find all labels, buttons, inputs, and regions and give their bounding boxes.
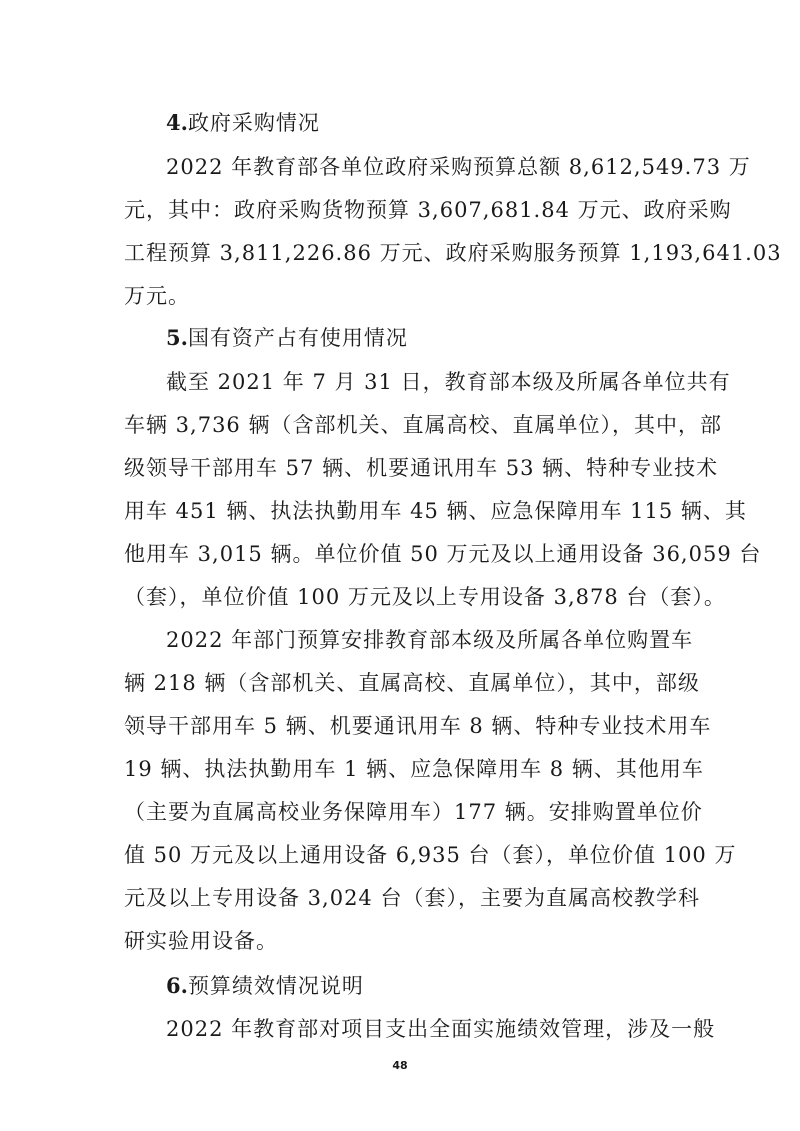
section-number: 4. <box>166 110 188 135</box>
section-number: 6. <box>166 973 188 998</box>
section-number: 5. <box>166 325 188 350</box>
paragraph-line: 2022 年教育部各单位政府采购预算总额 8,612,549.73 万 <box>166 155 751 179</box>
paragraph-line: 他用车 3,015 辆。单位价值 50 万元及以上通用设备 36,059 台 <box>124 542 762 566</box>
paragraph-line: 值 50 万元及以上通用设备 6,935 台（套），单位价值 100 万 <box>124 843 737 867</box>
section-title: 预算绩效情况说明 <box>187 974 364 998</box>
page-number: 48 <box>392 1059 408 1072</box>
paragraph-line: （主要为直属高校业务保障用车）177 辆。安排购置单位价 <box>124 800 703 824</box>
paragraph-line: 万元。 <box>124 284 190 308</box>
section-heading-5 <box>166 326 408 350</box>
paragraph-line: （套），单位价值 100 万元及以上专用设备 3,878 台（套）。 <box>124 585 726 609</box>
paragraph-line: 截至 2021 年 7 月 31 日，教育部本级及所属各单位共有 <box>166 370 731 394</box>
section-title: 国有资产占有使用情况 <box>187 326 408 350</box>
paragraph-line: 车辆 3,736 辆（含部机关、直属高校、直属单位），其中，部 <box>124 413 722 437</box>
paragraph-line: 2022 年教育部对项目支出全面实施绩效管理，涉及一般 <box>166 1017 716 1041</box>
paragraph-line: 2022 年部门预算安排教育部本级及所属各单位购置车 <box>166 628 694 652</box>
paragraph-line: 元及以上专用设备 3,024 台（套），主要为直属高校教学科 <box>124 886 700 910</box>
paragraph-line: 元，其中：政府采购货物预算 3,607,681.84 万元、政府采购 <box>124 198 732 222</box>
paragraph-line: 领导干部用车 5 辆、机要通讯用车 8 辆、特种专业技术用车 <box>124 714 712 738</box>
section-heading-6 <box>166 974 364 998</box>
paragraph-line: 研实验用设备。 <box>124 929 278 953</box>
paragraph-line: 19 辆、执法执勤用车 1 辆、应急保障用车 8 辆、其他用车 <box>124 757 704 781</box>
paragraph-line: 级领导干部用车 57 辆、机要通讯用车 53 辆、特种专业技术 <box>124 456 719 480</box>
paragraph-line: 工程预算 3,811,226.86 万元、政府采购服务预算 1,193,641.03 <box>124 241 782 265</box>
paragraph-line: 用车 451 辆、执法执勤用车 45 辆、应急保障用车 115 辆、其 <box>124 499 747 523</box>
section-title: 政府采购情况 <box>187 111 320 135</box>
paragraph-line: 辆 218 辆（含部机关、直属高校、直属单位），其中，部级 <box>124 671 700 695</box>
section-heading-4 <box>166 111 320 135</box>
